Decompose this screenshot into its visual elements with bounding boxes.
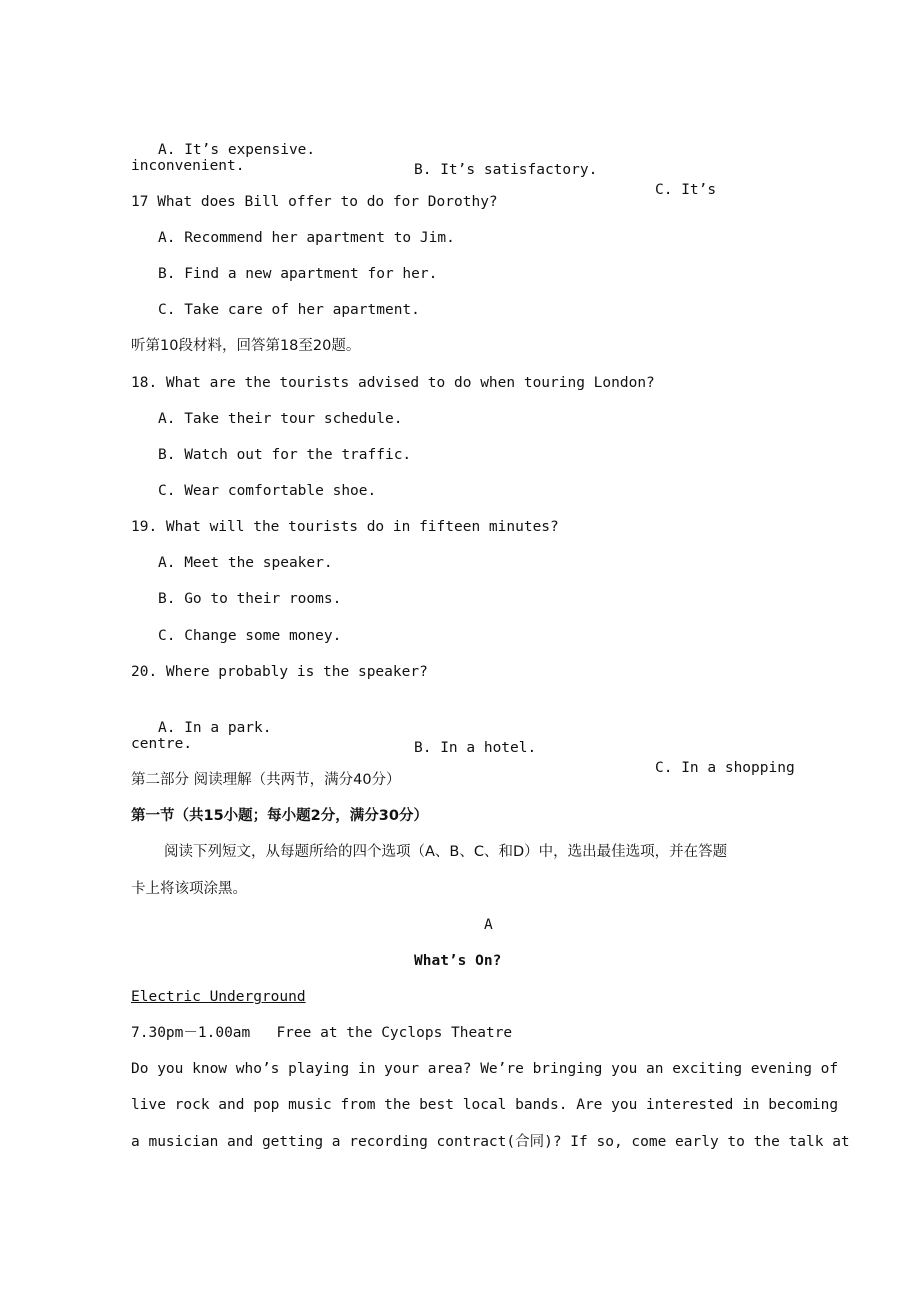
q20-option-b: B. In a hotel. [414,740,537,756]
reading-instruction-line1: 阅读下列短文，从每题所给的四个选项（A、B、C、和D）中，选出最佳选项，并在答题 [164,844,728,860]
section10-instruction: 听第10段材料，回答第18至20题。 [131,338,361,354]
event-text-line1: Do you know who’s playing in your area? We’re bringing you an exciting evening of [131,1061,839,1077]
q19-option-c: C. Change some money. [158,628,342,644]
passage-title: What’s On? [414,953,502,969]
q16-option-a: A. It’s expensive. [158,142,316,158]
q16-option-b: B. It’s satisfactory. [414,162,598,178]
event-text-line2: live rock and pop music from the best local bands. Are you interested in becoming [131,1097,839,1113]
event-name: Electric Underground [131,989,306,1005]
section1-heading: 第一节（共15小题；每小题2分，满分30分） [131,808,428,824]
q17-option-a: A. Recommend her apartment to Jim. [158,230,455,246]
q20-option-c: C. In a shopping [655,760,795,776]
passage-label: A [484,917,493,933]
q18-option-b: B. Watch out for the traffic. [158,447,412,463]
q17-stem: 17 What does Bill offer to do for Dorothy? [131,194,498,210]
event-text-line3: a musician and getting a recording contract(合同)? If so, come early to the talk at [131,1134,850,1150]
part2-heading: 第二部分 阅读理解（共两节，满分40分） [131,772,401,788]
q18-option-c: C. Wear comfortable shoe. [158,483,377,499]
q18-option-a: A. Take their tour schedule. [158,411,403,427]
q17-option-b: B. Find a new apartment for her. [158,266,438,282]
q19-option-a: A. Meet the speaker. [158,555,333,571]
q20-option-a: A. In a park. [158,720,272,736]
q16-option-c-continuation: inconvenient. [131,158,245,174]
q20-stem: 20. Where probably is the speaker? [131,664,428,680]
reading-instruction-line2: 卡上将该项涂黑。 [131,881,247,897]
q16-option-c: C. It’s [655,182,717,198]
q19-option-b: B. Go to their rooms. [158,591,342,607]
q18-stem: 18. What are the tourists advised to do when touring London? [131,375,655,391]
q19-stem: 19. What will the tourists do in fifteen minutes? [131,519,559,535]
q17-option-c: C. Take care of her apartment. [158,302,420,318]
event-time-place: 7.30pm－1.00am Free at the Cyclops Theatre [131,1025,513,1041]
q20-option-c-continuation: centre. [131,736,193,752]
